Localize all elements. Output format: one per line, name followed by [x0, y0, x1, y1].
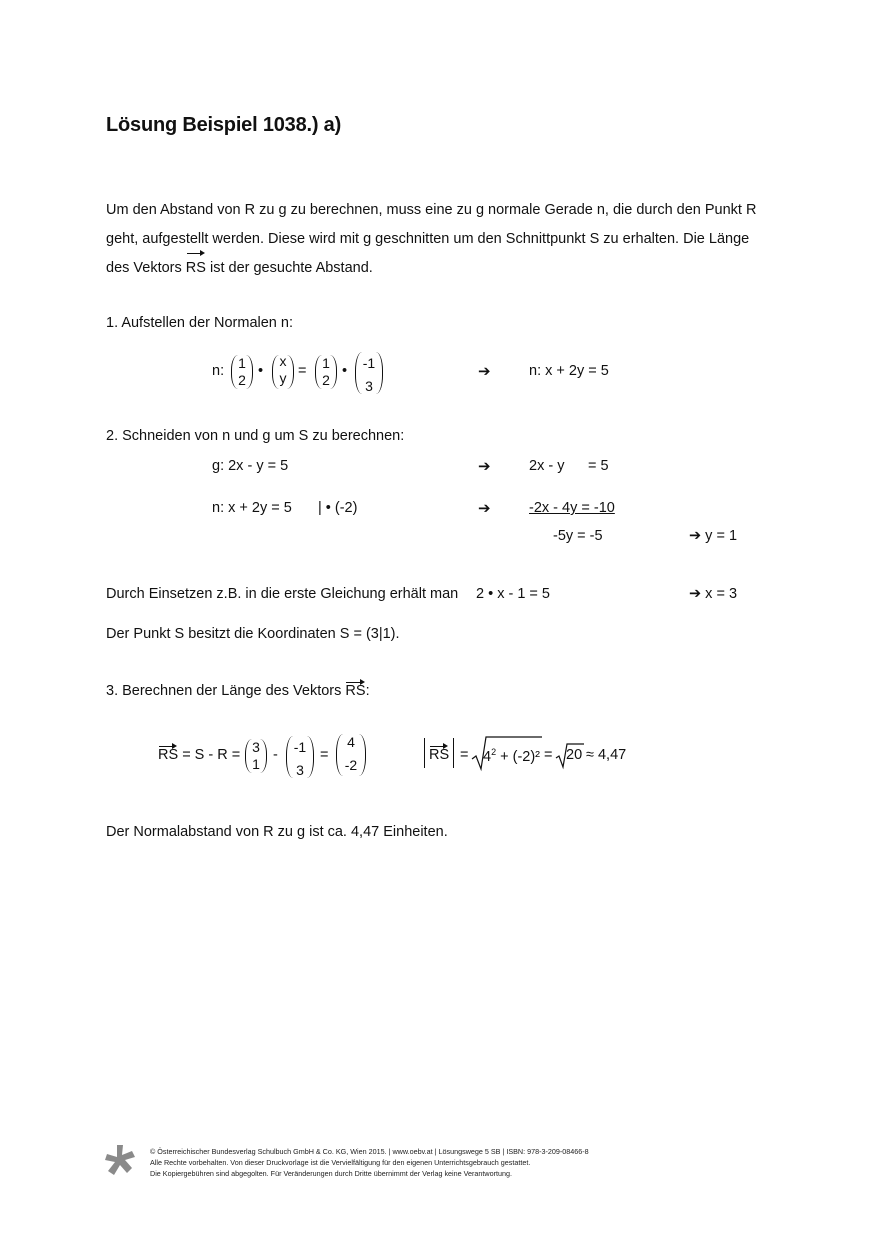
n-result: -2x - 4y = -10 [529, 500, 615, 516]
matrix-normal-vector-2 [315, 355, 337, 389]
root-base: 4 [483, 748, 492, 765]
matrix-xy [272, 355, 294, 389]
n-multiplier: | • (-2) [318, 500, 358, 516]
normal-equation-result: n: x + 2y = 5 [529, 363, 609, 379]
insert-text: Durch Einsetzen z.B. in die erste Gleichung erhält man [106, 586, 459, 602]
dot-operator: • [258, 363, 264, 379]
matrix-entry: -2 [344, 757, 358, 773]
matrix-entry: 1 [252, 756, 260, 772]
matrix-point-s [245, 739, 267, 773]
matrix-entry: 2 [322, 372, 330, 388]
conclusion: Der Normalabstand von R zu g ist ca. 4,47 Einheiten. [106, 824, 448, 840]
g-result-left: 2x - y [529, 458, 565, 474]
step3-heading [106, 683, 370, 699]
matrix-entry: 2 [238, 372, 246, 388]
matrix-entry: 3 [296, 762, 304, 778]
step3-heading-post: : [365, 683, 370, 699]
matrix-rs-result [336, 734, 366, 776]
approx-result: ≈ 4,47 [586, 747, 627, 763]
matrix-normal-vector [231, 355, 253, 389]
matrix-entry: 1 [238, 355, 246, 371]
g-result-right: = 5 [588, 458, 609, 474]
footer-line-3: Die Kopiergebühren sind abgegolten. Für Veränderungen durch Dritte übernimmt der Verlag keine Verantwortung. [150, 1169, 512, 1178]
arrow-right-icon: ➔ [478, 458, 491, 475]
vector-rs: RS [345, 683, 366, 699]
vector-rs: RS [186, 254, 206, 283]
minus-sign: - [273, 747, 278, 763]
root-rest: + (-2)² [500, 748, 540, 765]
intro-line-2: geht, aufgestellt werden. Diese wird mit g geschnitten um den Schnittpunkt S zu erhalten. Die Länge [106, 231, 750, 247]
insert-equation: 2 • x - 1 = 5 [476, 586, 550, 602]
x-result: ➔ x = 3 [689, 586, 738, 602]
intro-line-3-post: ist der gesuchte Abstand. [205, 260, 373, 276]
matrix-entry: 4 [347, 734, 355, 750]
normal-prefix: n: [212, 363, 225, 379]
equals-sign: = [298, 363, 307, 379]
vector-rs [429, 747, 449, 763]
root-twenty: 20 [566, 747, 583, 763]
matrix-point-r [286, 736, 314, 778]
equals-sign: = [320, 747, 329, 763]
footer-line-1: © Österreichischer Bundesverlag Schulbuch GmbH & Co. KG, Wien 2015. | www.oebv.at | Lösungswege 5 SB | ISBN: 978-3-209-08466-8 [150, 1147, 589, 1156]
matrix-entry: -1 [362, 355, 376, 371]
footer [150, 1146, 589, 1179]
equals-sign: = [544, 747, 553, 763]
point-coordinates: Der Punkt S besitzt die Koordinaten S = (3|1). [106, 626, 400, 642]
arrow-right-icon: ➔ [478, 363, 491, 380]
y-result: ➔ y = 1 [689, 528, 738, 544]
page-title: Lösung Beispiel 1038.) a) [106, 114, 342, 136]
matrix-entry: 1 [322, 355, 330, 371]
n-equation: n: x + 2y = 5 [212, 500, 292, 516]
publisher-logo-icon [104, 1144, 136, 1176]
matrix-entry: 3 [252, 739, 260, 755]
step3-heading-pre: 3. Berechnen der Länge des Vektors [106, 683, 346, 699]
matrix-entry: y [279, 370, 287, 386]
matrix-point-r [355, 352, 383, 394]
vector-rs-label: RS [429, 747, 450, 763]
vector-rs: RS [158, 747, 179, 763]
step1-heading: 1. Aufstellen der Normalen n: [106, 315, 293, 331]
step2-heading: 2. Schneiden von n und g um S zu berechnen: [106, 428, 405, 444]
intro-line-1: Um den Abstand von R zu g zu berechnen, muss eine zu g normale Gerade n, die durch den Punkt R [106, 202, 757, 218]
intro-line-3-pre: des Vektors [106, 260, 186, 276]
root-content [483, 747, 540, 765]
matrix-entry: 3 [365, 378, 373, 394]
matrix-entry: -1 [293, 739, 307, 755]
sum-equation: -5y = -5 [553, 528, 603, 544]
arrow-right-icon: ➔ [478, 500, 491, 517]
equals-sign: = [460, 747, 469, 763]
matrix-entry: x [279, 353, 287, 369]
dot-operator: • [342, 363, 348, 379]
vector-lhs-rest: = S - R = [182, 747, 241, 763]
g-equation: g: 2x - y = 5 [212, 458, 289, 474]
abs-bar-left [424, 738, 425, 768]
root-exponent: 2 [491, 747, 497, 757]
abs-bar-right [453, 738, 454, 768]
intro-line-3 [106, 254, 796, 283]
footer-line-2: Alle Rechte vorbehalten. Von dieser Druckvorlage ist die Vervielfältigung für den eigenen Unterrichtsgebrauch gestattet. [150, 1158, 531, 1167]
intro-paragraph [106, 196, 796, 283]
vector-lhs [158, 747, 240, 763]
